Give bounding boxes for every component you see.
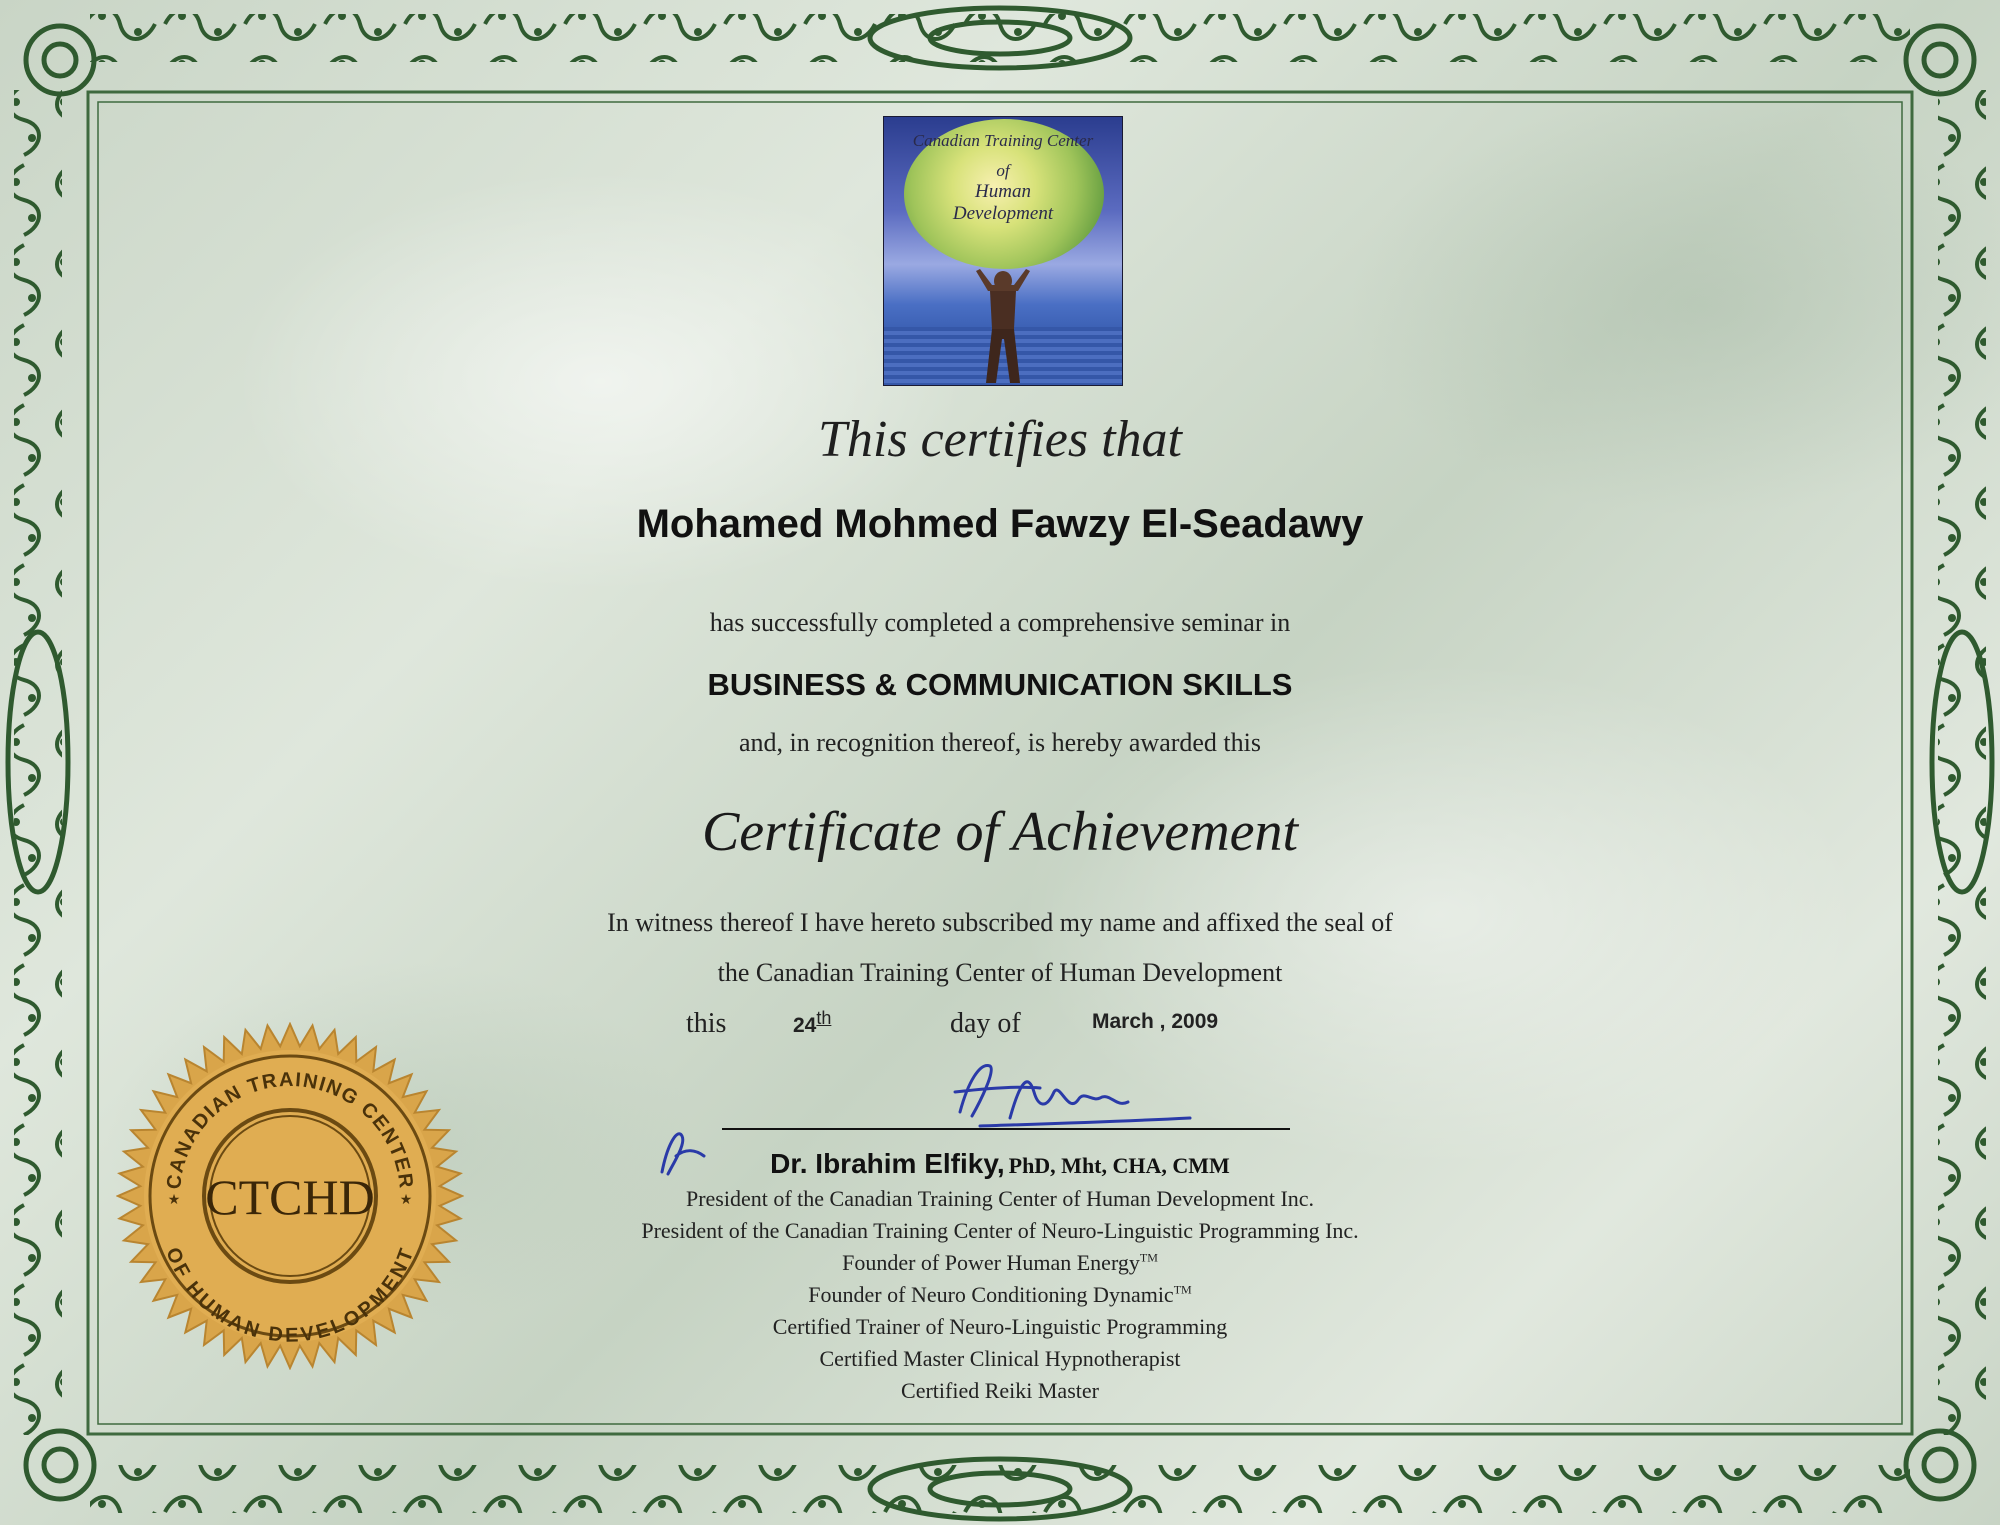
- signer-name: Dr. Ibrahim Elfiky,: [770, 1148, 1005, 1179]
- logo-line-4: Development: [952, 203, 1054, 224]
- center-logo: [883, 116, 1123, 386]
- signature: [950, 1052, 1210, 1136]
- signature-line: [722, 1128, 1290, 1130]
- gold-seal: [116, 1022, 464, 1370]
- logo-line-3: Human: [975, 181, 1031, 202]
- recipient-name: Mohamed Mohmed Fawzy El-Seadawy: [636, 502, 1364, 546]
- award-title: Certificate of Achievement: [701, 801, 1299, 863]
- date-day-suffix: th: [816, 1008, 832, 1028]
- signer-title-2: President of the Canadian Training Center of Neuro-Linguistic Programming Inc.: [641, 1218, 1359, 1243]
- trademark-mark-1: TM: [1139, 1250, 1158, 1265]
- completed-text: has successfully completed a comprehensive seminar in: [709, 608, 1291, 637]
- signer-title-6: Certified Master Clinical Hypnotherapist: [819, 1346, 1181, 1371]
- date-month-year: March , 2009: [1092, 1010, 1219, 1033]
- seal-star-right-icon: ★: [399, 1193, 413, 1208]
- seal-star-left-icon: ★: [167, 1193, 181, 1208]
- date-day-of-label: day of: [950, 1008, 1021, 1039]
- seal-top-text: CANADIAN TRAINING CENTER: [163, 1068, 417, 1191]
- seal-center-text: CTCHD: [205, 1169, 375, 1225]
- signer-title-1: President of the Canadian Training Center of Human Development Inc.: [685, 1186, 1315, 1211]
- atlas-figure-icon: [968, 267, 1038, 385]
- date-day: [793, 1008, 831, 1038]
- logo-line-1: Canadian Training Center: [912, 131, 1094, 150]
- witness-line-1: In witness thereof I have hereto subscribed my name and affixed the seal of: [607, 908, 1393, 937]
- logo-line-2: of: [996, 161, 1010, 180]
- date-day-number: 24: [793, 1014, 817, 1037]
- signer-title-4-text: Founder of Neuro Conditioning Dynamic: [808, 1282, 1174, 1307]
- signer-credentials: PhD, Mht, CHA, CMM: [1008, 1153, 1230, 1178]
- signer-title-7: Certified Reiki Master: [901, 1378, 1099, 1403]
- signer-title-5: Certified Trainer of Neuro-Linguistic Programming: [772, 1314, 1228, 1339]
- signer-title-3-text: Founder of Power Human Energy: [842, 1250, 1140, 1275]
- intro-text: This certifies that: [818, 411, 1182, 468]
- recognition-text: and, in recognition thereof, is hereby awarded this: [739, 728, 1261, 757]
- seal-bottom-text: OF HUMAN DEVELOPMENT: [161, 1244, 419, 1347]
- trademark-mark-2: TM: [1173, 1282, 1192, 1297]
- date-this-label: this: [686, 1008, 727, 1039]
- course-title: BUSINESS & COMMUNICATION SKILLS: [707, 667, 1293, 702]
- witness-line-2: the Canadian Training Center of Human Development: [717, 958, 1283, 987]
